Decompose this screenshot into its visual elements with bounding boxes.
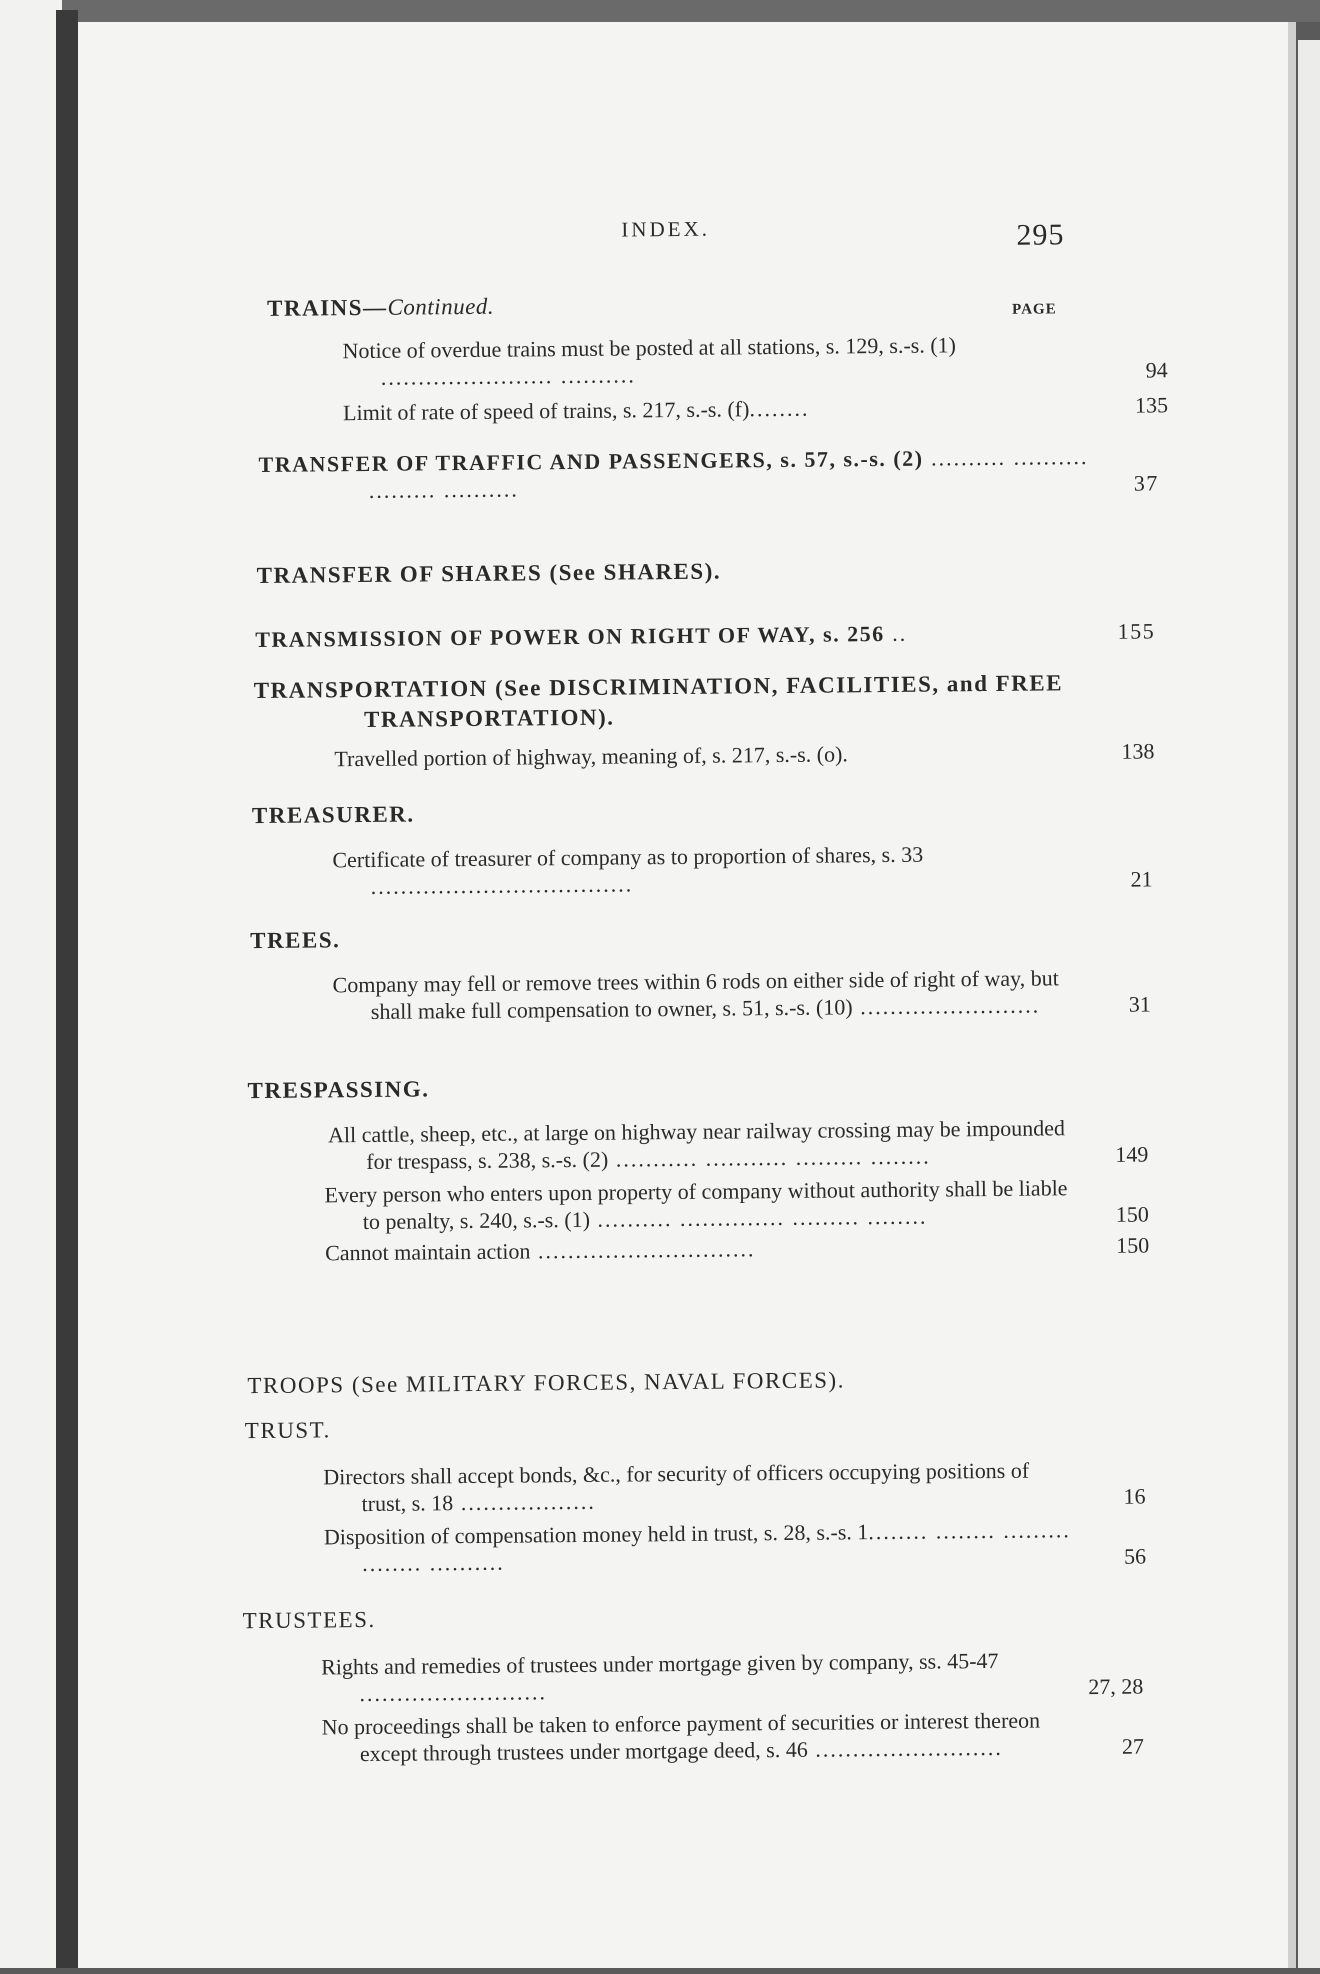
index-entry: Company may fell or remove trees within 6 rods on either side of right of way, but shall make full compensation to owner, s. 51, s.-s. (10) ........................ 31 bbox=[332, 965, 1151, 1024]
index-entry: Travelled portion of highway, meaning of, s. 217, s.-s. (o). 138 bbox=[334, 738, 1155, 772]
index-heading-with-ref: TRANSMISSION OF POWER ON RIGHT OF WAY, s. 256 .. 155 bbox=[255, 618, 1156, 653]
index-section-trains bbox=[267, 285, 1168, 427]
index-heading: TRUST. bbox=[244, 1417, 331, 1444]
entry-page-ref: 56 bbox=[1123, 1543, 1147, 1569]
index-entry: All cattle, sheep, etc., at large on highway near railway crossing may be impounded for trespass, s. 238, s.-s. (2) ........... ........... ......... ........ 149 bbox=[327, 1115, 1149, 1175]
entry-page-ref: 16 bbox=[1123, 1483, 1146, 1509]
scan-left-margin bbox=[0, 0, 62, 1968]
page-content bbox=[69, 16, 1298, 1974]
index-section-transportation bbox=[254, 667, 1155, 773]
index-heading: TRANSFER OF SHARES (See SHARES). bbox=[256, 558, 722, 589]
index-section-transmission bbox=[255, 617, 1155, 653]
index-section-treasurer bbox=[252, 792, 1153, 901]
entry-page-ref: 138 bbox=[1121, 738, 1155, 764]
index-section-trustees bbox=[243, 1598, 1145, 1769]
entry-page-ref: 37 bbox=[1133, 470, 1159, 496]
index-heading: TRUSTEES. bbox=[242, 1606, 376, 1634]
index-heading: TROOPS (See MILITARY FORCES, NAVAL FORCES). bbox=[247, 1367, 846, 1399]
index-entry: No proceedings shall be taken to enforce payment of securities or interest thereon except through trustees under mortgage deed, s. 46 ......................... 27 bbox=[321, 1707, 1145, 1767]
index-entry: Cannot maintain action ............................. 150 bbox=[325, 1232, 1150, 1266]
page-number: 295 bbox=[1016, 218, 1065, 252]
index-entry: Limit of rate of speed of trains, s. 217, s.-s. (f)........ 135 bbox=[342, 392, 1169, 426]
index-entry: Rights and remedies of trustees under mortgage given by company, ss. 45-47 ......................... 27, 28 bbox=[321, 1647, 1144, 1707]
entry-page-ref: 150 bbox=[1115, 1201, 1149, 1227]
index-entry: Certificate of treasurer of company as to proportion of shares, s. 33 ................................... 21 bbox=[332, 841, 1153, 899]
entry-page-ref: 27, 28 bbox=[1088, 1673, 1144, 1700]
entry-page-ref: 149 bbox=[1115, 1141, 1149, 1167]
index-section-trees bbox=[250, 917, 1151, 1026]
index-entry: Directors shall accept bonds, &c., for security of officers occupying positions of trust, s. 18 .................. 16 bbox=[323, 1457, 1146, 1517]
scan-right-edge bbox=[1298, 40, 1320, 1968]
index-entry: Every person who enters upon property of company without authority shall be liable to penalty, s. 240, s.-s. (1) .......... .............. ......... ........ 150 bbox=[324, 1175, 1149, 1235]
running-head: INDEX. bbox=[621, 216, 711, 242]
index-heading: TREASURER. bbox=[251, 801, 415, 829]
entry-page-ref: 21 bbox=[1130, 866, 1153, 892]
entry-page-ref: 31 bbox=[1128, 991, 1151, 1017]
entry-page-ref: 155 bbox=[1117, 618, 1156, 644]
entry-page-ref: 27 bbox=[1121, 1733, 1145, 1759]
index-section-transfer-traffic bbox=[258, 442, 1158, 505]
index-heading: TREES. bbox=[250, 927, 341, 954]
index-section-trust bbox=[245, 1408, 1147, 1579]
entry-page-ref: 150 bbox=[1116, 1232, 1150, 1258]
index-heading-with-ref: TRANSFER OF TRAFFIC AND PASSENGERS, s. 57, s.-s. (2) .......... .......... ......... .......... 37 bbox=[258, 444, 1159, 503]
index-entry: Disposition of compensation money held in trust, s. 28, s.-s. 1........ ........ ......... ........ .......... 56 bbox=[323, 1517, 1147, 1577]
index-section-trespassing bbox=[247, 1068, 1149, 1268]
index-entry: Notice of overdue trains must be posted at all stations, s. 129, s.-s. (1) ....................... .......... 94 bbox=[342, 332, 1168, 390]
index-section-transfer-shares bbox=[257, 552, 1157, 591]
index-section-troops bbox=[247, 1363, 1147, 1402]
index-heading: TRAINS—Continued. bbox=[266, 293, 495, 321]
entry-page-ref: 135 bbox=[1134, 392, 1169, 418]
page-column-label: PAGE bbox=[1012, 301, 1057, 318]
index-heading: TRESPASSING. bbox=[247, 1076, 430, 1104]
entry-page-ref: 94 bbox=[1145, 357, 1168, 383]
index-heading: TRANSPORTATION (See DISCRIMINATION, FACILITIES, and FREE TRANSPORTATION). bbox=[253, 670, 1064, 733]
book-page bbox=[78, 22, 1296, 1968]
